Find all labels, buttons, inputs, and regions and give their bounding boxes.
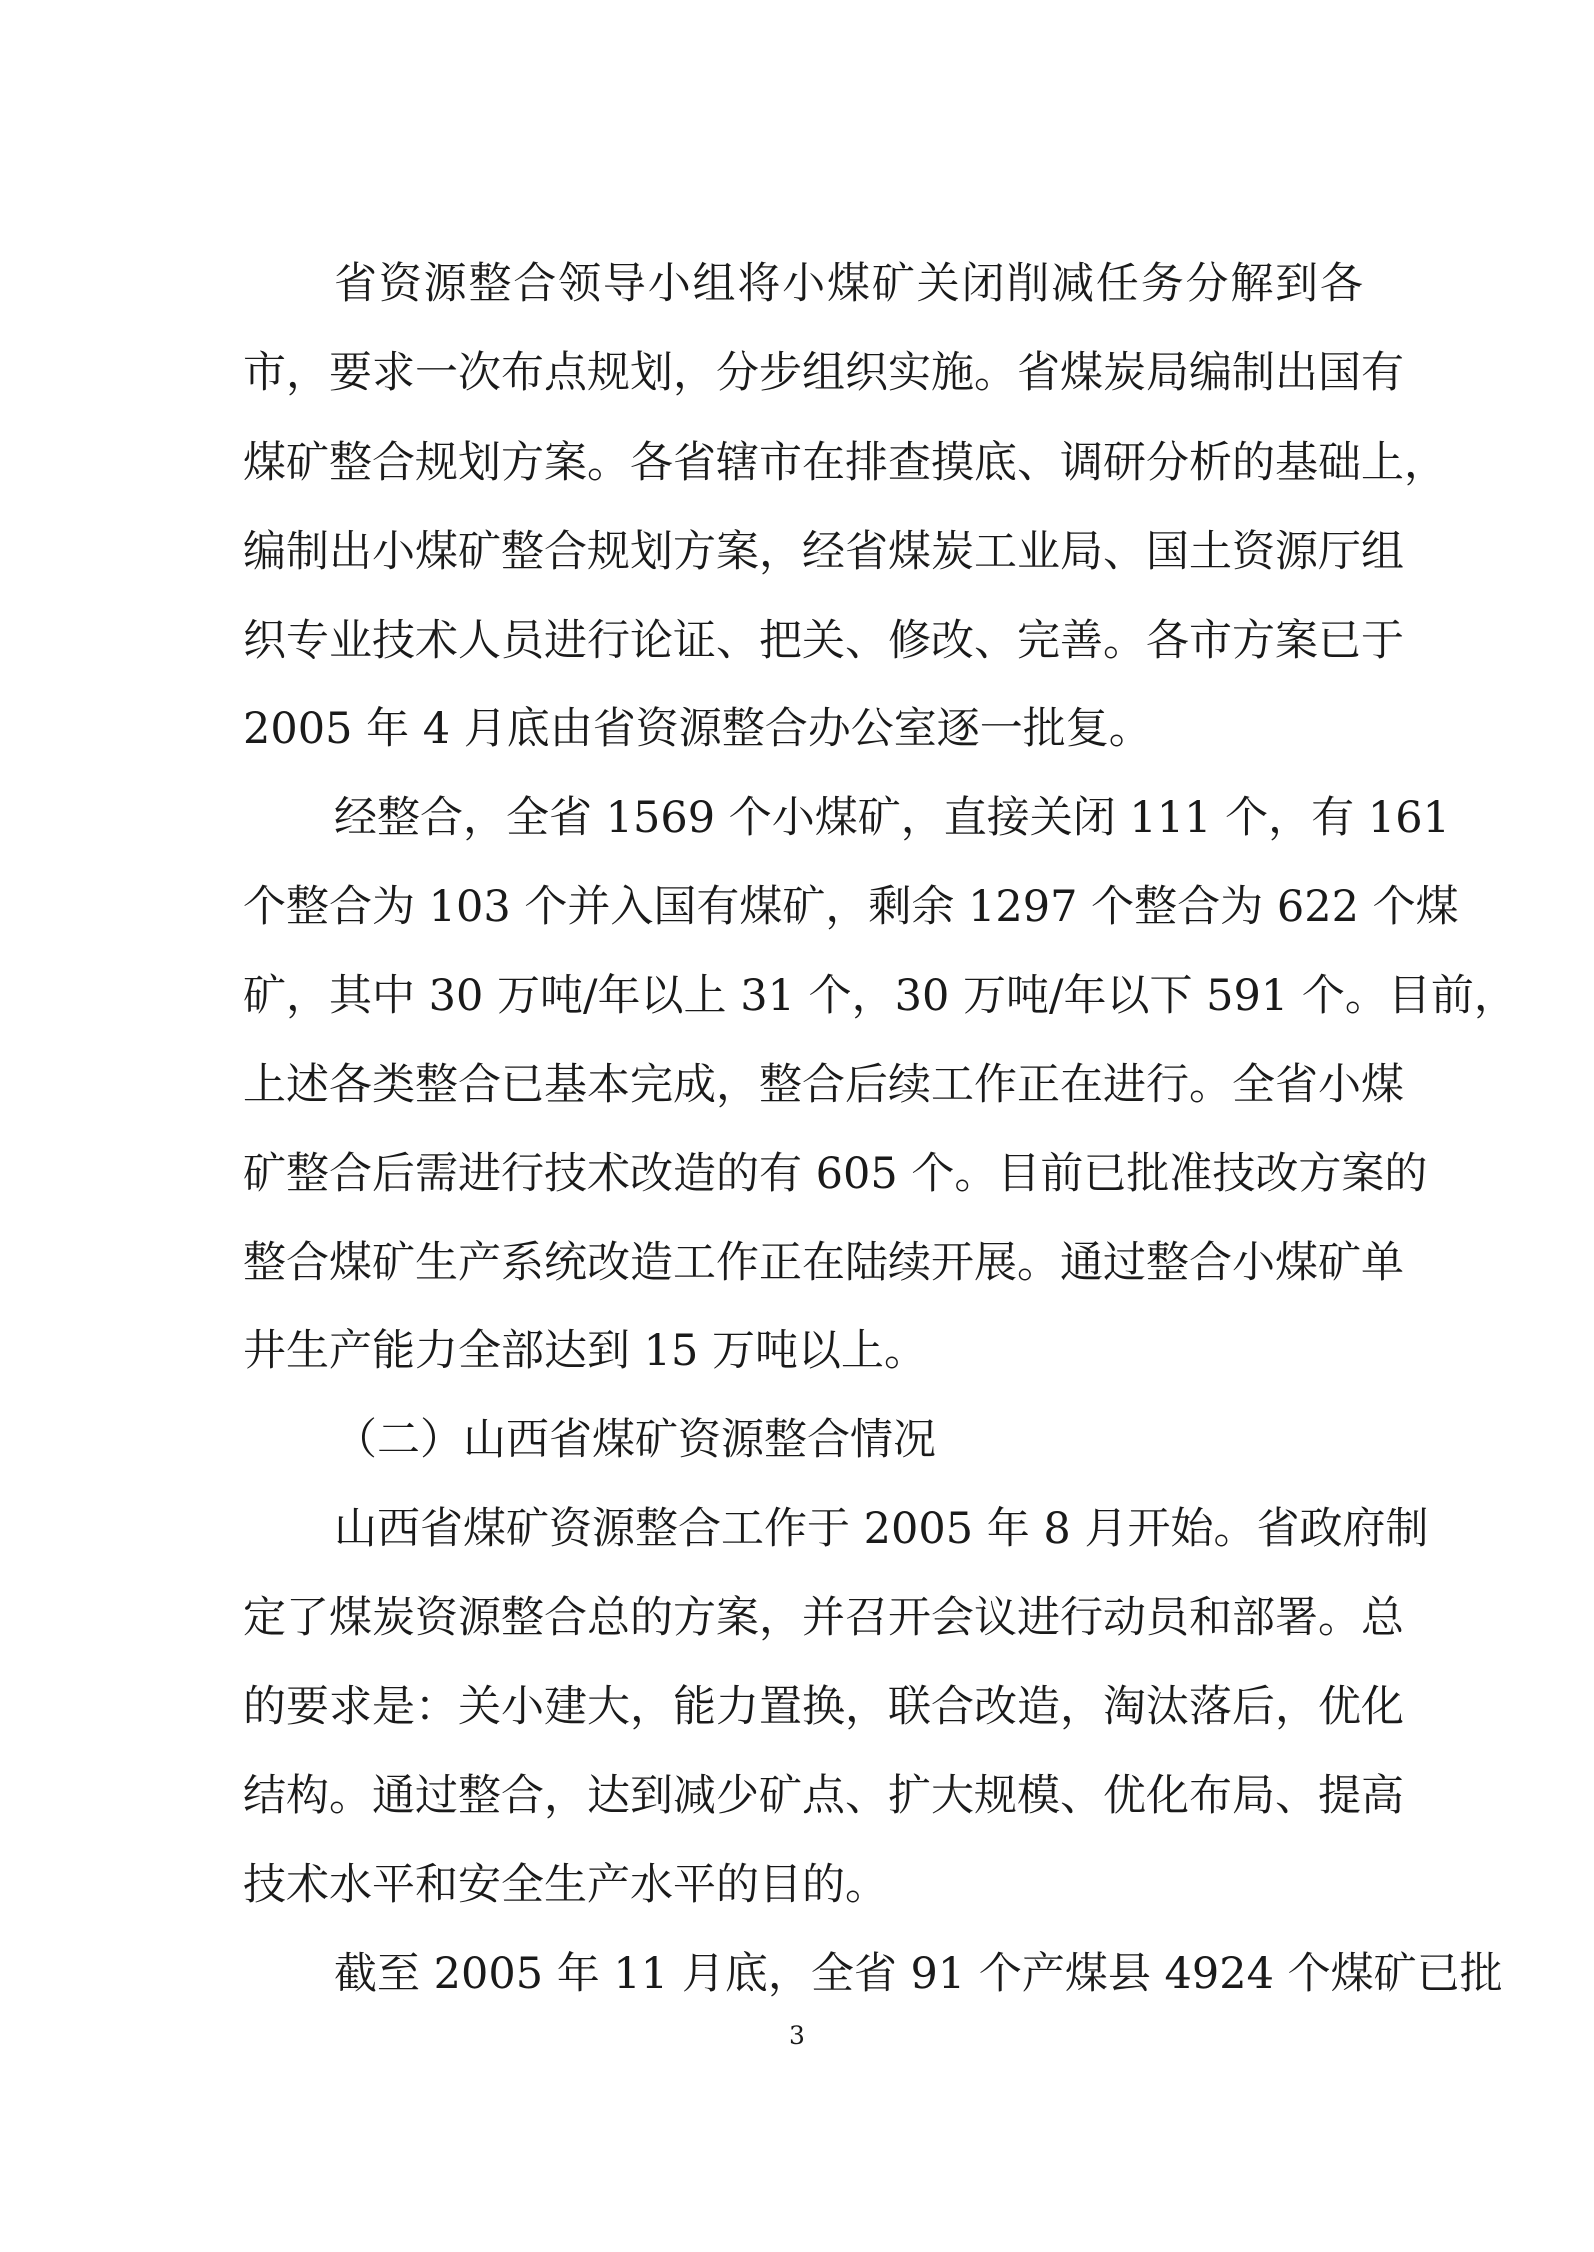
paragraph-line: 省资源整合领导小组将小煤矿关闭削减任务分解到各	[334, 259, 1363, 309]
paragraph-line: 技术水平和安全生产水平的目的。	[243, 1860, 888, 1910]
paragraph-line: 井生产能力全部达到 15 万吨以上。	[243, 1326, 928, 1376]
section-heading: （二）山西省煤矿资源整合情况	[334, 1415, 936, 1465]
paragraph-line: 定了煤炭资源整合总的方案，并召开会议进行动员和部署。总	[243, 1593, 1404, 1643]
paragraph-line: 山西省煤矿资源整合工作于 2005 年 8 月开始。省政府制	[334, 1504, 1429, 1554]
paragraph-line: 织专业技术人员进行论证、把关、修改、完善。各市方案已于	[243, 616, 1404, 666]
paragraph-line: 结构。通过整合，达到减少矿点、扩大规模、优化布局、提高	[243, 1771, 1404, 1821]
paragraph-line: 上述各类整合已基本完成，整合后续工作正在进行。全省小煤	[243, 1060, 1404, 1110]
paragraph-line: 的要求是：关小建大，能力置换，联合改造，淘汰落后，优化	[243, 1682, 1404, 1732]
paragraph-line: 矿整合后需进行技术改造的有 605 个。目前已批准技改方案的	[243, 1149, 1428, 1199]
paragraph-line: 个整合为 103 个并入国有煤矿，剩余 1297 个整合为 622 个煤	[243, 882, 1459, 932]
paragraph-line: 整合煤矿生产系统改造工作正在陆续开展。通过整合小煤矿单	[243, 1238, 1404, 1288]
paragraph-line: 截至 2005 年 11 月底，全省 91 个产煤县 4924 个煤矿已批	[334, 1949, 1503, 1999]
paragraph-line: 编制出小煤矿整合规划方案，经省煤炭工业局、国土资源厅组	[243, 527, 1404, 577]
paragraph-line: 2005 年 4 月底由省资源整合办公室逐一批复。	[243, 704, 1152, 754]
paragraph-line: 经整合，全省 1569 个小煤矿，直接关闭 111 个，有 161	[334, 793, 1450, 843]
paragraph-line: 煤矿整合规划方案。各省辖市在排查摸底、调研分析的基础上，	[243, 438, 1447, 488]
paragraph-line: 矿，其中 30 万吨/年以上 31 个，30 万吨/年以下 591 个。目前，	[243, 971, 1517, 1021]
page-number: 3	[789, 2021, 805, 2050]
paragraph-line: 市，要求一次布点规划，分步组织实施。省煤炭局编制出国有	[243, 348, 1404, 398]
